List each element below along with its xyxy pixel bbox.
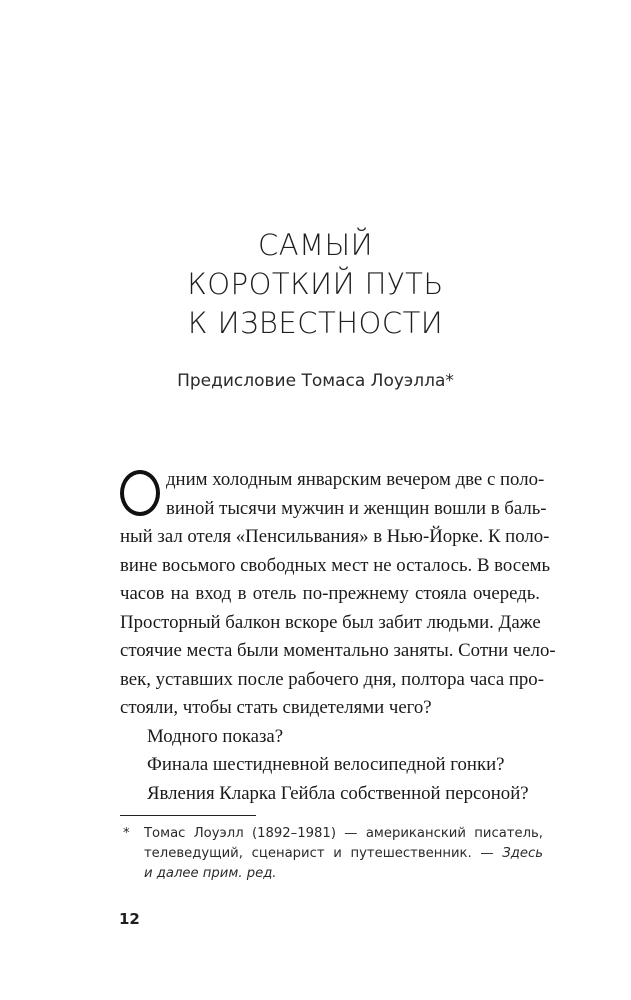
footnote-marker: * <box>123 826 130 841</box>
footnote-italic-text: Здесь <box>502 846 543 861</box>
paragraph-line: стоячие места были моментально заняты. Сотни чело- <box>120 640 556 661</box>
footnote-line <box>123 844 543 864</box>
paragraph-line: стояли, чтобы стать свидетелями чего? <box>120 697 432 718</box>
paragraph-line: дним холодным январским вечером две с поло- <box>166 469 545 490</box>
footnote-text: телеведущий, сценарист и путешественник. — <box>144 846 503 861</box>
paragraph-line: вине восьмого свободных мест не осталось. В восемь <box>120 554 551 576</box>
chapter-title-line: К ИЗВЕСТНОСТИ <box>187 306 444 340</box>
paragraph-line: виной тысячи мужчин и женщин вошли в баль- <box>166 497 547 519</box>
chapter-title-line: САМЫЙ <box>257 228 374 262</box>
chapter-title <box>0 226 631 343</box>
body-text <box>120 466 556 808</box>
footnote <box>123 824 543 884</box>
paragraph-line: ный зал отеля «Пенсильвания» в Нью-Йорке. К поло- <box>120 526 550 547</box>
paragraph-line: часов на вход в отель по-прежнему стояла очередь. <box>120 583 540 604</box>
question-line: Финала шестидневной велосипедной гонки? <box>147 754 505 775</box>
footnote-line: и далее прим. ред. <box>144 866 277 881</box>
footnote-divider <box>120 815 256 816</box>
paragraph-line: век, уставших после рабочего дня, полтора часа про- <box>120 668 544 690</box>
question-line: Явления Кларка Гейбла собственной персоной? <box>147 782 529 804</box>
question-line: Модного показа? <box>147 725 284 747</box>
page-number: 12 <box>119 910 140 928</box>
drop-cap-letter-o <box>120 470 160 516</box>
chapter-title-line: КОРОТКИЙ ПУТЬ <box>187 267 444 301</box>
footnote-line: Томас Лоуэлл (1892–1981) — американский писатель, <box>144 826 543 841</box>
paragraph-line: Просторный балкон вскоре был забит людьми. Даже <box>120 611 541 633</box>
chapter-subtitle: Предисловие Томаса Лоуэлла* <box>177 371 454 391</box>
